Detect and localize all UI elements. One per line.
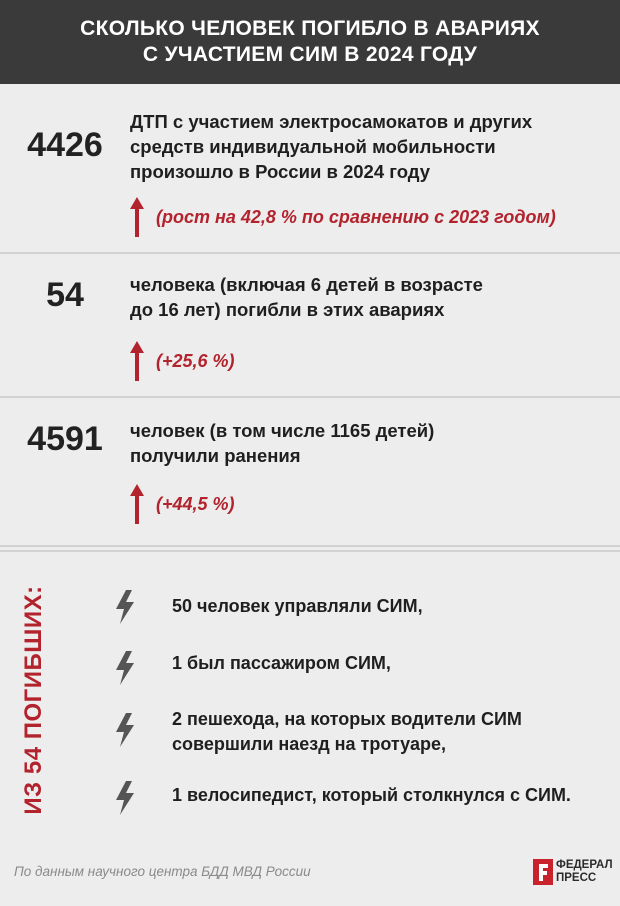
logo-mark-icon <box>530 855 556 885</box>
section-divider <box>0 545 620 552</box>
source-note: По данным научного центра БДД МВД России <box>14 864 311 879</box>
lightning-bolt-icon <box>112 781 138 815</box>
breakdown-item-text: 1 был пассажиром СИМ, <box>172 653 391 673</box>
logo-line1: ФЕДЕРАЛ <box>556 859 613 871</box>
breakdown-item-text <box>172 707 612 757</box>
stat-description-line2: получили ранения <box>130 445 301 466</box>
header-title-line1: СКОЛЬКО ЧЕЛОВЕК ПОГИБЛО В АВАРИЯХ <box>80 17 540 40</box>
stat-description-line1: человека (включая 6 детей в возрасте <box>130 274 483 295</box>
lightning-bolt-icon <box>112 651 138 685</box>
stat-injuries <box>0 398 620 546</box>
federal-press-logo <box>530 855 614 889</box>
stat-change-text: (+44,5 %) <box>156 493 235 514</box>
stat-accidents <box>0 84 620 254</box>
up-arrow-icon <box>130 341 144 381</box>
breakdown-item-text-line2: совершили наезд на тротуаре, <box>172 734 446 754</box>
up-arrow-icon <box>130 197 144 237</box>
breakdown-item <box>112 651 602 691</box>
lightning-bolt-icon <box>112 590 138 624</box>
breakdown-item <box>112 781 602 821</box>
stat-number: 4426 <box>27 126 103 164</box>
logo-text <box>556 859 613 885</box>
stat-description-line2: до 16 лет) погибли в этих авариях <box>130 299 445 320</box>
header-title-line2: С УЧАСТИЕМ СИМ В 2024 ГОДУ <box>142 43 478 66</box>
stat-change-text: (+25,6 %) <box>156 350 235 371</box>
breakdown-label: ИЗ 54 ПОГИБШИХ: <box>20 585 47 815</box>
stat-change-text: (рост на 42,8 % по сравнению с 2023 годом) <box>156 206 556 227</box>
page-header <box>0 0 620 84</box>
stat-description: ДТП с участием электросамокатов и других средств индивидуальной мобильности произошло в России в 2024 году <box>130 111 533 182</box>
stat-change <box>130 484 235 524</box>
breakdown-item-text: 50 человек управляли СИМ, <box>172 596 423 616</box>
stat-description-line1: человек (в том числе 1165 детей) <box>130 420 435 441</box>
logo-line2: ПРЕСС <box>556 872 597 884</box>
breakdown-item-text: 1 велосипедист, который столкнулся с СИМ. <box>172 785 571 805</box>
stat-number: 54 <box>46 276 84 314</box>
stat-number: 4591 <box>27 420 103 458</box>
stat-description <box>130 272 600 322</box>
stat-change <box>130 197 556 237</box>
stat-description <box>130 418 600 468</box>
breakdown-item-text-line1: 2 пешехода, на которых водители СИМ <box>172 709 522 729</box>
up-arrow-icon <box>130 484 144 524</box>
lightning-bolt-icon <box>112 713 138 747</box>
breakdown-item <box>112 709 602 769</box>
stat-change <box>130 341 235 381</box>
breakdown-item <box>112 590 602 630</box>
stat-deaths <box>0 254 620 398</box>
